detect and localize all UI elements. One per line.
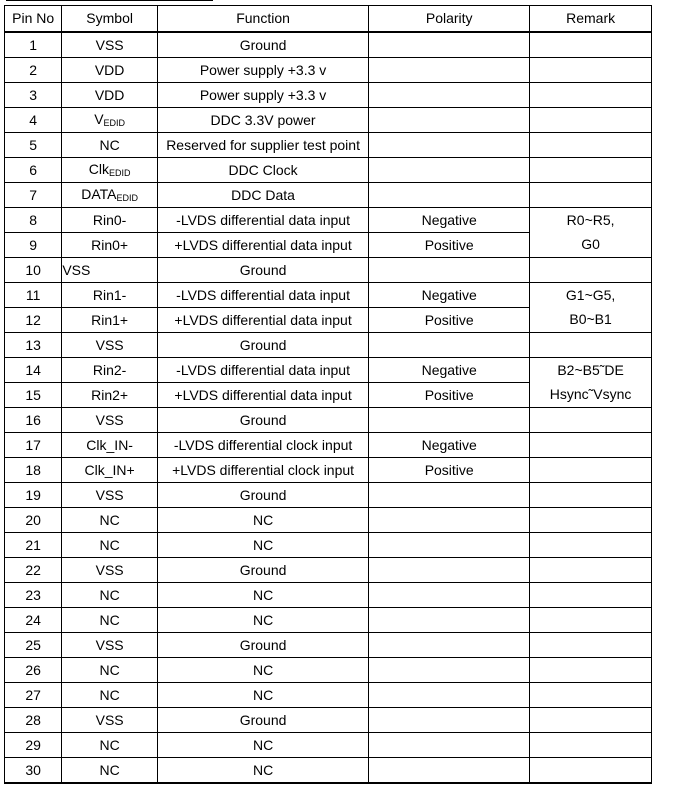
pin-remark bbox=[530, 532, 652, 557]
pin-polarity bbox=[369, 107, 530, 132]
pin-symbol: NC bbox=[62, 582, 158, 607]
pin-number: 4 bbox=[5, 107, 62, 132]
pin-symbol: VSS bbox=[62, 632, 158, 657]
pin-polarity bbox=[369, 507, 530, 532]
pin-number: 23 bbox=[5, 582, 62, 607]
pin-remark bbox=[530, 282, 652, 332]
table-row bbox=[5, 757, 652, 783]
pin-polarity bbox=[369, 182, 530, 207]
table-row bbox=[5, 682, 652, 707]
table-row bbox=[5, 357, 652, 382]
pin-symbol bbox=[62, 157, 158, 182]
pin-polarity bbox=[369, 482, 530, 507]
remark-line: B2~B5˜DE bbox=[557, 362, 624, 378]
pin-symbol: NC bbox=[62, 607, 158, 632]
pin-function: Ground bbox=[157, 332, 368, 357]
pin-function: NC bbox=[157, 532, 368, 557]
pin-function: +LVDS differential clock input bbox=[157, 457, 368, 482]
table-row bbox=[5, 157, 652, 182]
pin-number: 26 bbox=[5, 657, 62, 682]
pin-remark bbox=[530, 207, 652, 257]
pin-polarity: Negative bbox=[369, 432, 530, 457]
pin-symbol: VSS bbox=[62, 707, 158, 732]
pin-polarity: Positive bbox=[369, 232, 530, 257]
pin-polarity: Positive bbox=[369, 307, 530, 332]
pin-remark bbox=[530, 732, 652, 757]
pin-number: 25 bbox=[5, 632, 62, 657]
pin-function: +LVDS differential data input bbox=[157, 382, 368, 407]
pin-remark bbox=[530, 582, 652, 607]
pin-remark bbox=[530, 682, 652, 707]
pin-number: 28 bbox=[5, 707, 62, 732]
symbol-subscript: EDID bbox=[103, 118, 126, 128]
table-row bbox=[5, 482, 652, 507]
pin-polarity bbox=[369, 332, 530, 357]
pin-remark bbox=[530, 157, 652, 182]
pin-symbol: Rin1+ bbox=[62, 307, 158, 332]
pin-symbol: VSS bbox=[62, 332, 158, 357]
header-pin-no: Pin No bbox=[5, 6, 62, 32]
pin-polarity bbox=[369, 582, 530, 607]
pin-function: +LVDS differential data input bbox=[157, 232, 368, 257]
table-row bbox=[5, 32, 652, 58]
table-row bbox=[5, 82, 652, 107]
pin-number: 19 bbox=[5, 482, 62, 507]
pin-symbol: Rin1- bbox=[62, 282, 158, 307]
symbol-main: DATA bbox=[81, 186, 117, 202]
symbol-subscript: EDID bbox=[116, 193, 139, 203]
pin-symbol: VSS bbox=[62, 257, 158, 282]
table-row bbox=[5, 432, 652, 457]
header-row bbox=[5, 6, 652, 32]
pin-symbol: Clk_IN- bbox=[62, 432, 158, 457]
table-row bbox=[5, 132, 652, 157]
pin-symbol: NC bbox=[62, 507, 158, 532]
pin-function: Reserved for supplier test point bbox=[157, 132, 368, 157]
table-row bbox=[5, 257, 652, 282]
pin-symbol: Rin0- bbox=[62, 207, 158, 232]
pin-symbol: VSS bbox=[62, 482, 158, 507]
pin-symbol bbox=[62, 182, 158, 207]
remark-line: G1~G5, bbox=[565, 287, 616, 303]
pin-number: 29 bbox=[5, 732, 62, 757]
pin-number: 14 bbox=[5, 357, 62, 382]
table-row bbox=[5, 57, 652, 82]
pin-polarity bbox=[369, 532, 530, 557]
pin-symbol: NC bbox=[62, 732, 158, 757]
pin-symbol: VDD bbox=[62, 82, 158, 107]
pin-function: -LVDS differential data input bbox=[157, 357, 368, 382]
pin-polarity: Positive bbox=[369, 382, 530, 407]
pin-polarity bbox=[369, 132, 530, 157]
pin-number: 13 bbox=[5, 332, 62, 357]
remark-line: B0~B1 bbox=[569, 311, 612, 327]
pin-polarity bbox=[369, 157, 530, 182]
pin-function: NC bbox=[157, 582, 368, 607]
top-rule bbox=[6, 0, 213, 1]
pin-remark bbox=[530, 657, 652, 682]
pin-remark bbox=[530, 607, 652, 632]
header-function: Function bbox=[157, 6, 368, 32]
pin-number: 1 bbox=[5, 32, 62, 58]
pin-remark bbox=[530, 507, 652, 532]
pin-remark bbox=[530, 432, 652, 457]
pin-polarity bbox=[369, 757, 530, 783]
pin-remark bbox=[530, 32, 652, 58]
pin-function: Ground bbox=[157, 557, 368, 582]
pin-symbol: NC bbox=[62, 682, 158, 707]
pin-function: DDC Data bbox=[157, 182, 368, 207]
pin-symbol: Rin2+ bbox=[62, 382, 158, 407]
pin-function: -LVDS differential data input bbox=[157, 207, 368, 232]
pin-function: Ground bbox=[157, 257, 368, 282]
pin-number: 20 bbox=[5, 507, 62, 532]
pin-remark bbox=[530, 57, 652, 82]
pin-remark bbox=[530, 557, 652, 582]
pin-number: 6 bbox=[5, 157, 62, 182]
pin-remark bbox=[530, 107, 652, 132]
pin-function: NC bbox=[157, 657, 368, 682]
pin-polarity bbox=[369, 407, 530, 432]
symbol-main: V bbox=[94, 111, 104, 127]
pin-symbol: VSS bbox=[62, 407, 158, 432]
pin-function: Ground bbox=[157, 482, 368, 507]
pin-function: NC bbox=[157, 507, 368, 532]
table-row bbox=[5, 557, 652, 582]
pin-number: 21 bbox=[5, 532, 62, 557]
pin-function: Ground bbox=[157, 632, 368, 657]
table-row bbox=[5, 607, 652, 632]
pin-polarity bbox=[369, 682, 530, 707]
table-row bbox=[5, 332, 652, 357]
pin-function: NC bbox=[157, 607, 368, 632]
pin-number: 11 bbox=[5, 282, 62, 307]
pin-function: Power supply +3.3 v bbox=[157, 57, 368, 82]
pin-symbol: Rin0+ bbox=[62, 232, 158, 257]
pin-symbol: Clk_IN+ bbox=[62, 457, 158, 482]
remark-line: G0 bbox=[581, 236, 600, 252]
pin-polarity: Negative bbox=[369, 282, 530, 307]
pin-polarity bbox=[369, 607, 530, 632]
pin-remark bbox=[530, 407, 652, 432]
pin-remark bbox=[530, 257, 652, 282]
table-row bbox=[5, 657, 652, 682]
pin-polarity bbox=[369, 82, 530, 107]
pin-remark bbox=[530, 132, 652, 157]
symbol-main: Clk bbox=[88, 161, 109, 177]
table-row bbox=[5, 507, 652, 532]
table-row bbox=[5, 457, 652, 482]
remark-line: Hsync˜Vsync bbox=[549, 386, 632, 402]
pin-symbol: VSS bbox=[62, 32, 158, 58]
pin-number: 7 bbox=[5, 182, 62, 207]
pin-function: -LVDS differential clock input bbox=[157, 432, 368, 457]
pin-number: 2 bbox=[5, 57, 62, 82]
header-polarity: Polarity bbox=[369, 6, 530, 32]
table-row bbox=[5, 632, 652, 657]
table-row bbox=[5, 182, 652, 207]
pin-number: 24 bbox=[5, 607, 62, 632]
pin-function: NC bbox=[157, 732, 368, 757]
table-row bbox=[5, 107, 652, 132]
pin-polarity bbox=[369, 257, 530, 282]
pin-function: Ground bbox=[157, 407, 368, 432]
pin-number: 18 bbox=[5, 457, 62, 482]
table-row bbox=[5, 707, 652, 732]
pin-number: 12 bbox=[5, 307, 62, 332]
pin-remark bbox=[530, 482, 652, 507]
pin-remark bbox=[530, 82, 652, 107]
header-remark: Remark bbox=[530, 6, 652, 32]
pin-function: NC bbox=[157, 757, 368, 783]
pin-remark bbox=[530, 757, 652, 783]
pin-function: DDC 3.3V power bbox=[157, 107, 368, 132]
pin-number: 17 bbox=[5, 432, 62, 457]
pin-polarity bbox=[369, 732, 530, 757]
pin-number: 15 bbox=[5, 382, 62, 407]
pin-symbol: NC bbox=[62, 132, 158, 157]
pin-symbol: NC bbox=[62, 657, 158, 682]
pin-symbol: VSS bbox=[62, 557, 158, 582]
pin-remark bbox=[530, 632, 652, 657]
pin-polarity: Negative bbox=[369, 207, 530, 232]
pin-symbol bbox=[62, 107, 158, 132]
pin-function: DDC Clock bbox=[157, 157, 368, 182]
pin-polarity: Negative bbox=[369, 357, 530, 382]
pin-remark bbox=[530, 332, 652, 357]
pin-polarity: Positive bbox=[369, 457, 530, 482]
pin-number: 8 bbox=[5, 207, 62, 232]
pin-number: 27 bbox=[5, 682, 62, 707]
pin-number: 10 bbox=[5, 257, 62, 282]
pin-function: Ground bbox=[157, 707, 368, 732]
pin-polarity bbox=[369, 57, 530, 82]
table-row bbox=[5, 207, 652, 232]
pin-function: -LVDS differential data input bbox=[157, 282, 368, 307]
pin-symbol: VDD bbox=[62, 57, 158, 82]
header-symbol: Symbol bbox=[62, 6, 158, 32]
pin-function: +LVDS differential data input bbox=[157, 307, 368, 332]
remark-line: R0~R5, bbox=[566, 212, 615, 228]
pin-number: 5 bbox=[5, 132, 62, 157]
pin-polarity bbox=[369, 707, 530, 732]
pin-number: 22 bbox=[5, 557, 62, 582]
table-row bbox=[5, 282, 652, 307]
table-row bbox=[5, 582, 652, 607]
pin-remark bbox=[530, 357, 652, 407]
pin-symbol: NC bbox=[62, 757, 158, 783]
pin-number: 30 bbox=[5, 757, 62, 783]
pin-remark bbox=[530, 182, 652, 207]
pin-function: NC bbox=[157, 682, 368, 707]
pin-remark bbox=[530, 707, 652, 732]
table-row bbox=[5, 732, 652, 757]
pin-polarity bbox=[369, 557, 530, 582]
pin-polarity bbox=[369, 632, 530, 657]
pin-function: Power supply +3.3 v bbox=[157, 82, 368, 107]
pin-function: Ground bbox=[157, 32, 368, 58]
table-row bbox=[5, 407, 652, 432]
pin-assignment-table bbox=[4, 5, 652, 784]
table-row bbox=[5, 532, 652, 557]
pin-polarity bbox=[369, 32, 530, 58]
symbol-subscript: EDID bbox=[108, 168, 131, 178]
pin-polarity bbox=[369, 657, 530, 682]
pin-number: 16 bbox=[5, 407, 62, 432]
pin-symbol: NC bbox=[62, 532, 158, 557]
pin-symbol: Rin2- bbox=[62, 357, 158, 382]
pin-number: 3 bbox=[5, 82, 62, 107]
pin-remark bbox=[530, 457, 652, 482]
pin-number: 9 bbox=[5, 232, 62, 257]
